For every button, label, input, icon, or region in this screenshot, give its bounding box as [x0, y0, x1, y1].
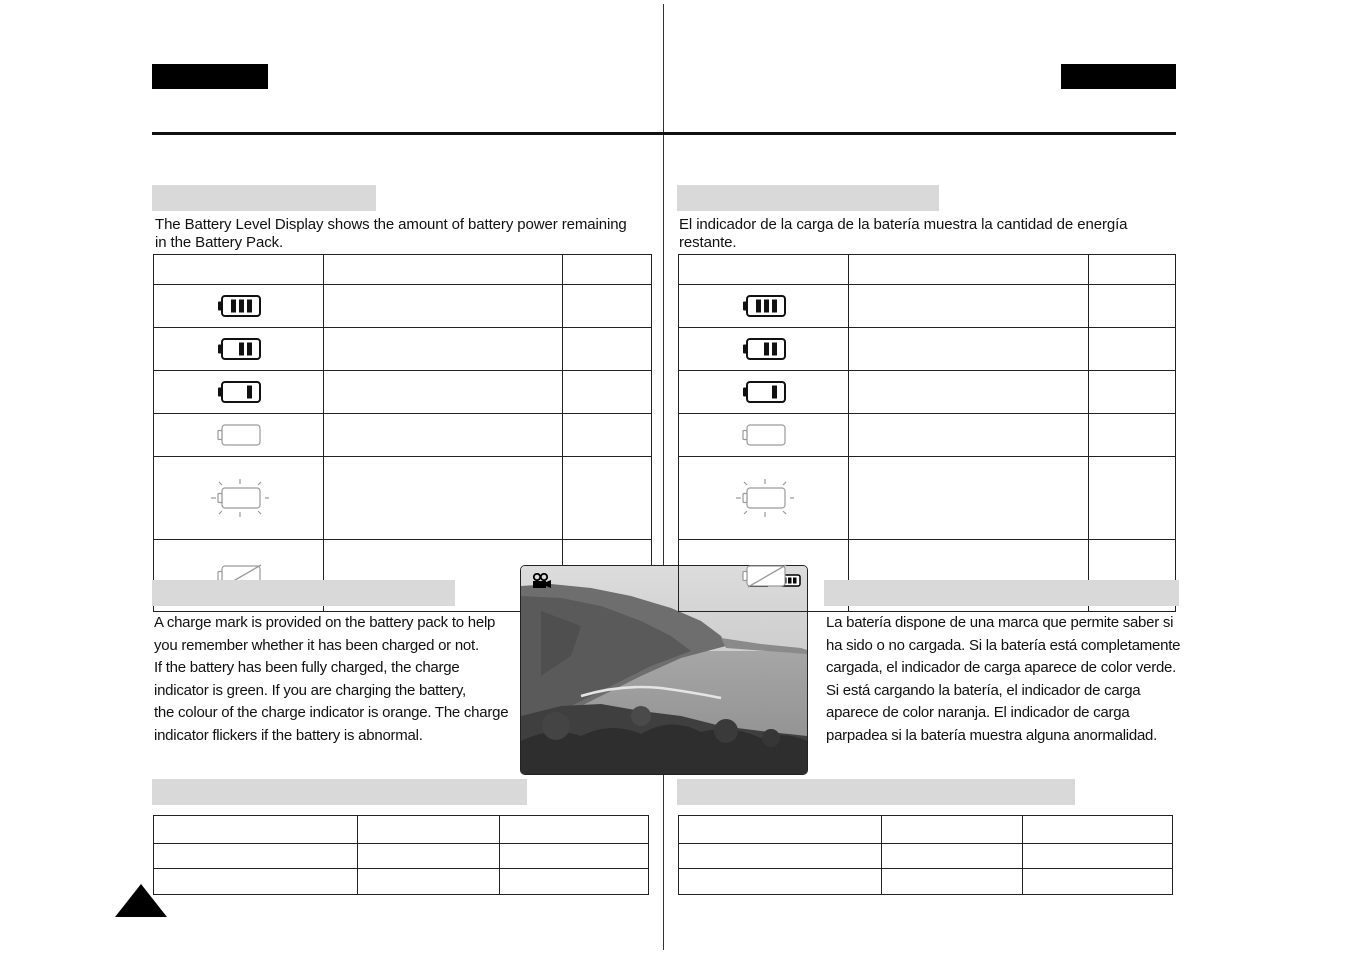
charging-time-table-left	[153, 815, 649, 895]
table-row	[154, 816, 649, 844]
battery-two-thirds-icon	[734, 328, 794, 370]
battery-empty-icon	[209, 414, 269, 456]
table-row	[679, 869, 1173, 895]
text-line: parpadea si la batería muestra alguna anormalidad.	[826, 726, 1158, 744]
text-line: A charge mark is provided on the battery pack to help	[154, 614, 496, 631]
language-tab-right	[1061, 64, 1176, 89]
section-heading-charge-mark-left	[152, 580, 455, 606]
text-line: indicator flickers if the battery is abnormal.	[154, 726, 423, 744]
battery-flashing-icon	[209, 477, 269, 519]
table-row	[679, 816, 1173, 844]
charging-time-table-right	[678, 815, 1173, 895]
battery-level-table-right	[678, 254, 1176, 612]
section-heading-charge-mark-right	[824, 580, 1179, 606]
section-heading-battery-level-left	[152, 185, 376, 211]
section-heading-battery-level-right	[677, 185, 939, 211]
charge-mark-text-left	[154, 612, 516, 748]
intro-line: in the Battery Pack.	[155, 234, 284, 251]
table-row	[679, 414, 1176, 457]
text-line: La batería dispone de una marca que permite saber si	[826, 614, 1174, 631]
battery-flashing-icon	[734, 477, 794, 519]
section-heading-charging-time-right	[677, 779, 1075, 805]
battery-display-intro-left	[155, 216, 655, 252]
battery-one-third-icon	[734, 371, 794, 413]
charge-mark-text-right	[826, 612, 1191, 748]
table-row	[679, 328, 1176, 371]
table-row	[679, 457, 1176, 540]
section-heading-charging-time-left	[152, 779, 527, 805]
battery-one-third-icon	[209, 371, 269, 413]
text-line: indicator is green. If you are charging the battery,	[154, 681, 466, 699]
text-line: cargada, el indicador de carga aparece de color verde.	[826, 659, 1177, 677]
battery-exhausted-icon	[734, 555, 794, 597]
table-header-row	[679, 255, 1176, 285]
header-rule	[152, 132, 1176, 135]
table-header-row	[154, 255, 652, 285]
page-divider	[663, 4, 664, 950]
intro-line: El indicador de la carga de la batería muestra la cantidad de energía	[679, 216, 1128, 233]
text-line: ha sido o no cargada. Si la batería está completamente	[826, 636, 1181, 654]
table-row	[154, 844, 649, 869]
battery-full-icon	[209, 285, 269, 327]
intro-line: The Battery Level Display shows the amount of battery power remaining	[155, 216, 627, 233]
battery-full-icon	[734, 285, 794, 327]
battery-empty-icon	[734, 414, 794, 456]
text-line: If the battery has been fully charged, the charge	[154, 659, 460, 677]
table-row	[679, 371, 1176, 414]
language-tab-left	[152, 64, 268, 89]
table-row	[679, 844, 1173, 869]
table-row	[154, 371, 652, 414]
battery-display-intro-right	[679, 216, 1179, 252]
page-number-marker	[115, 884, 167, 917]
table-row	[154, 457, 652, 540]
table-row	[154, 328, 652, 371]
table-row	[154, 285, 652, 328]
intro-line: restante.	[679, 234, 737, 251]
text-line: you remember whether it has been charged or not.	[154, 636, 479, 654]
table-row	[154, 414, 652, 457]
text-line: aparece de color naranja. El indicador de carga	[826, 704, 1130, 722]
table-row	[154, 869, 649, 895]
battery-two-thirds-icon	[209, 328, 269, 370]
text-line: the colour of the charge indicator is orange. The charge	[154, 704, 509, 722]
camcorder-icon	[531, 573, 553, 589]
text-line: Si está cargando la batería, el indicador de carga	[826, 681, 1141, 699]
table-row	[679, 285, 1176, 328]
battery-level-table-left	[153, 254, 652, 612]
